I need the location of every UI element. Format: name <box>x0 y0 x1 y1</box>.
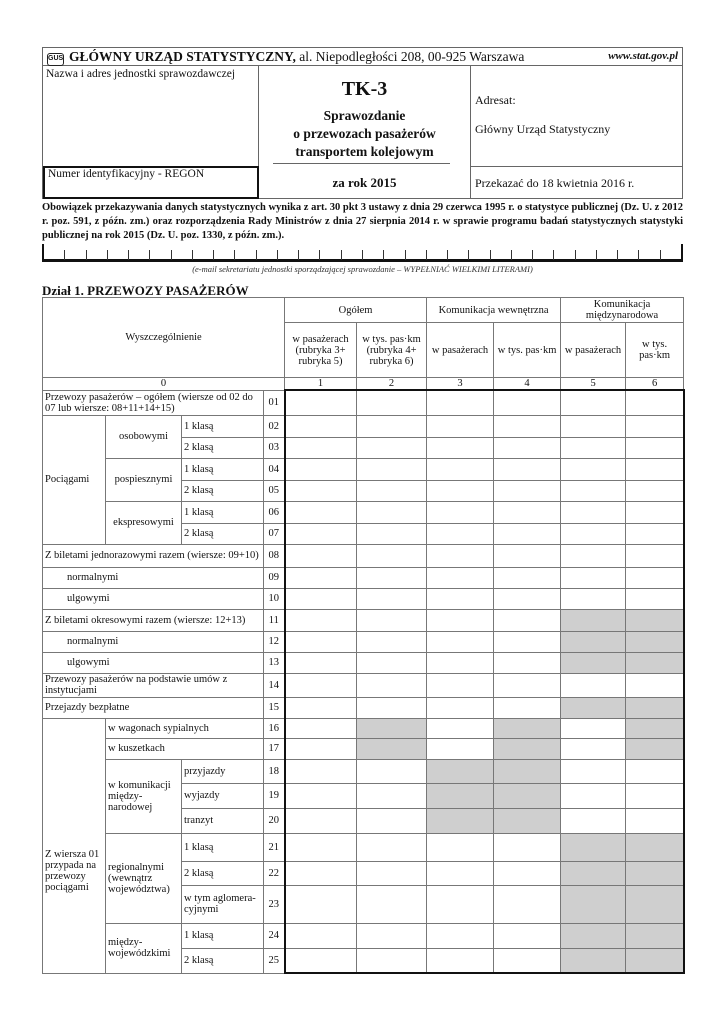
data-cell-r10-c3[interactable] <box>427 588 494 609</box>
row-label: przyjazdy <box>182 759 264 783</box>
data-cell-r16-c6 <box>626 718 684 738</box>
data-cell-r01-c2[interactable] <box>357 390 427 415</box>
data-cell-r18-c1[interactable] <box>285 759 357 783</box>
header-col-2: w tys. pas·km (rubryka 4+ rubryka 6) <box>357 323 427 378</box>
email-char-box[interactable] <box>491 250 512 260</box>
data-cell-r05-c1[interactable] <box>285 480 357 501</box>
data-cell-r03-c2[interactable] <box>357 437 427 458</box>
email-char-box[interactable] <box>108 250 129 260</box>
table-row <box>43 652 684 673</box>
row-label: tranzyt <box>182 808 264 833</box>
divider <box>273 163 450 164</box>
data-cell-r03-c1[interactable] <box>285 437 357 458</box>
header-col-1: w pasażerach (rubryka 3+ rubryka 5) <box>285 323 357 378</box>
data-cell-r19-c5[interactable] <box>561 783 626 808</box>
unit-name-label: Nazwa i adres jednostki sprawozdawczej <box>46 68 236 80</box>
data-cell-r09-c4[interactable] <box>494 567 561 588</box>
form-title-line: Sprawozdanie <box>323 108 406 123</box>
data-cell-r18-c4 <box>494 759 561 783</box>
data-cell-r20-c2[interactable] <box>357 808 427 833</box>
row-number: 06 <box>264 501 285 523</box>
data-cell-r17-c6 <box>626 738 684 759</box>
data-cell-r25-c1[interactable] <box>285 948 357 973</box>
data-cell-r04-c5[interactable] <box>561 458 626 480</box>
row-number: 05 <box>264 480 285 501</box>
data-cell-r09-c2[interactable] <box>357 567 427 588</box>
row-label: Przejazdy bezpłatne <box>43 697 264 718</box>
website-link[interactable]: www.stat.gov.pl <box>608 50 678 62</box>
table-row <box>43 415 684 437</box>
data-cell-r15-c5 <box>561 697 626 718</box>
row-number: 20 <box>264 808 285 833</box>
data-cell-r25-c5 <box>561 948 626 973</box>
email-char-box[interactable] <box>342 250 363 260</box>
row-label: ulgowymi <box>43 652 264 673</box>
data-cell-r01-c5[interactable] <box>561 390 626 415</box>
col-number: 2 <box>357 378 427 391</box>
header-group-domestic: Komunikacja wewnętrzna <box>427 298 561 323</box>
row-number: 10 <box>264 588 285 609</box>
table-row <box>43 631 684 652</box>
row-number: 17 <box>264 738 285 759</box>
data-cell-r12-c3[interactable] <box>427 631 494 652</box>
data-cell-r24-c3[interactable] <box>427 923 494 948</box>
data-cell-r13-c6 <box>626 652 684 673</box>
passenger-transport-table <box>42 297 685 974</box>
data-cell-r07-c3[interactable] <box>427 523 494 544</box>
data-cell-r24-c6 <box>626 923 684 948</box>
data-cell-r18-c2[interactable] <box>357 759 427 783</box>
data-cell-r12-c6 <box>626 631 684 652</box>
data-cell-r10-c4[interactable] <box>494 588 561 609</box>
row-number: 04 <box>264 458 285 480</box>
data-cell-r08-c2[interactable] <box>357 544 427 567</box>
data-cell-r04-c3[interactable] <box>427 458 494 480</box>
data-cell-r22-c6 <box>626 861 684 885</box>
row-label: 1 klasą <box>182 833 264 861</box>
row-label: Z biletami jednorazowymi razem (wiersze: 09+10) <box>43 544 264 567</box>
data-cell-r25-c4[interactable] <box>494 948 561 973</box>
row-label: normalnymi <box>43 631 264 652</box>
row-label: wyjazdy <box>182 783 264 808</box>
data-cell-r08-c4[interactable] <box>494 544 561 567</box>
data-cell-r07-c6[interactable] <box>626 523 684 544</box>
email-char-box[interactable] <box>87 250 108 260</box>
row-number: 19 <box>264 783 285 808</box>
row-number: 07 <box>264 523 285 544</box>
divider <box>471 166 683 167</box>
data-cell-r09-c5[interactable] <box>561 567 626 588</box>
data-cell-r23-c5 <box>561 885 626 923</box>
data-cell-r21-c2[interactable] <box>357 833 427 861</box>
row-label: Z biletami okresowymi razem (wiersze: 12+13) <box>43 609 264 631</box>
email-char-box[interactable] <box>363 250 384 260</box>
data-cell-r01-c4[interactable] <box>494 390 561 415</box>
data-cell-r23-c1[interactable] <box>285 885 357 923</box>
data-cell-r15-c3[interactable] <box>427 697 494 718</box>
data-cell-r06-c5[interactable] <box>561 501 626 523</box>
data-cell-r06-c4[interactable] <box>494 501 561 523</box>
email-char-box[interactable] <box>235 250 256 260</box>
data-cell-r07-c2[interactable] <box>357 523 427 544</box>
data-cell-r11-c5 <box>561 609 626 631</box>
form-title-block <box>259 66 471 199</box>
row-label: 1 klasą <box>182 415 264 437</box>
form-title-line: transportem kolejowym <box>295 144 434 159</box>
data-cell-r01-c6[interactable] <box>626 390 684 415</box>
email-char-box[interactable] <box>150 250 171 260</box>
form-code: TK-3 <box>341 78 388 100</box>
data-cell-r23-c3[interactable] <box>427 885 494 923</box>
row-label: 2 klasą <box>182 861 264 885</box>
data-cell-r23-c2[interactable] <box>357 885 427 923</box>
header-description: Wyszczególnienie <box>43 298 285 378</box>
data-cell-r08-c1[interactable] <box>285 544 357 567</box>
email-char-box[interactable] <box>427 250 448 260</box>
data-cell-r05-c6[interactable] <box>626 480 684 501</box>
email-char-box[interactable] <box>299 250 320 260</box>
data-cell-r20-c5[interactable] <box>561 808 626 833</box>
data-cell-r18-c5[interactable] <box>561 759 626 783</box>
table-row <box>43 501 684 523</box>
report-year: za rok 2015 <box>332 175 397 190</box>
data-cell-r11-c1[interactable] <box>285 609 357 631</box>
row-number: 09 <box>264 567 285 588</box>
data-cell-r09-c1[interactable] <box>285 567 357 588</box>
data-cell-r09-c3[interactable] <box>427 567 494 588</box>
data-cell-r25-c6 <box>626 948 684 973</box>
row-label: 2 klasą <box>182 480 264 501</box>
data-cell-r16-c2 <box>357 718 427 738</box>
col-number: 1 <box>285 378 357 391</box>
table-row <box>43 718 684 738</box>
row-number: 01 <box>264 390 285 415</box>
data-cell-r08-c6[interactable] <box>626 544 684 567</box>
header-group-international: Komunikacja międzynarodowa <box>561 298 684 323</box>
email-char-box[interactable] <box>278 250 299 260</box>
data-cell-r10-c1[interactable] <box>285 588 357 609</box>
data-cell-r19-c3 <box>427 783 494 808</box>
data-cell-r13-c3[interactable] <box>427 652 494 673</box>
data-cell-r10-c6[interactable] <box>626 588 684 609</box>
data-cell-r13-c1[interactable] <box>285 652 357 673</box>
data-cell-r10-c5[interactable] <box>561 588 626 609</box>
data-cell-r19-c1[interactable] <box>285 783 357 808</box>
data-cell-r24-c5 <box>561 923 626 948</box>
row-group-label: Pociągami <box>43 415 106 544</box>
email-char-box[interactable] <box>618 250 639 260</box>
data-cell-r24-c2[interactable] <box>357 923 427 948</box>
email-char-box[interactable] <box>661 250 681 260</box>
data-cell-r15-c1[interactable] <box>285 697 357 718</box>
data-cell-r22-c1[interactable] <box>285 861 357 885</box>
data-cell-r06-c3[interactable] <box>427 501 494 523</box>
data-cell-r14-c5[interactable] <box>561 673 626 697</box>
email-char-box[interactable] <box>172 250 193 260</box>
email-note: (e-mail sekretariatu jednostki sporządzającej sprawozdanie – WYPEŁNIAĆ WIELKIMI LITERAMI) <box>192 264 533 274</box>
deadline: Przekazać do 18 kwietnia 2016 r. <box>475 176 635 190</box>
row-number: 18 <box>264 759 285 783</box>
row-subgroup-label: w komunikacji między-narodowej <box>106 759 182 833</box>
email-char-box[interactable] <box>193 250 214 260</box>
data-cell-r11-c4[interactable] <box>494 609 561 631</box>
data-cell-r20-c1[interactable] <box>285 808 357 833</box>
data-cell-r04-c1[interactable] <box>285 458 357 480</box>
row-group-label: Z wiersza 01 przypada na przewozy pociągami <box>43 718 106 973</box>
data-cell-r22-c2[interactable] <box>357 861 427 885</box>
data-cell-r03-c4[interactable] <box>494 437 561 458</box>
row-label: 1 klasą <box>182 501 264 523</box>
row-number: 23 <box>264 885 285 923</box>
data-cell-r02-c4[interactable] <box>494 415 561 437</box>
data-cell-r02-c2[interactable] <box>357 415 427 437</box>
data-cell-r17-c3[interactable] <box>427 738 494 759</box>
email-char-box[interactable] <box>533 250 554 260</box>
regon-label: Numer identyfikacyjny - REGON <box>48 168 205 180</box>
data-cell-r09-c6[interactable] <box>626 567 684 588</box>
email-char-box[interactable] <box>44 250 65 260</box>
row-subgroup-label: pospiesznymi <box>106 458 182 501</box>
data-cell-r14-c3[interactable] <box>427 673 494 697</box>
row-subgroup-label: między-wojewódzkimi <box>106 923 182 973</box>
data-cell-r11-c2[interactable] <box>357 609 427 631</box>
legal-notice: Obowiązek przekazywania danych statystycznych wynika z art. 30 pkt 3 ustawy z dnia 29 czerwca 1995 r. o statystyce publicznej (Dz. U. z 2012 r. poz. 591, z późn. zm.) oraz rozporządzenia Rady Ministrów z dnia 27 sierpnia 2014 r. w sprawie programu badań statystycznych statystyki publicznej na rok 2015 (Dz. U. poz. 1330, z późn. zm.). <box>42 202 683 241</box>
email-char-box[interactable] <box>554 250 575 260</box>
org-address: al. Niepodległości 208, 00-925 Warszawa <box>295 49 525 64</box>
email-char-box[interactable] <box>129 250 150 260</box>
header-col-6: w tys. pas·km <box>626 323 684 378</box>
data-cell-r18-c6[interactable] <box>626 759 684 783</box>
org-name: GŁÓWNY URZĄD STATYSTYCZNY, <box>69 49 296 64</box>
data-cell-r14-c2[interactable] <box>357 673 427 697</box>
data-cell-r21-c6 <box>626 833 684 861</box>
data-cell-r12-c5 <box>561 631 626 652</box>
data-cell-r16-c1[interactable] <box>285 718 357 738</box>
row-label: Przewozy pasażerów – ogółem (wiersze od 02 do 07 lub wiersze: 08+11+14+15) <box>43 390 264 415</box>
data-cell-r17-c2 <box>357 738 427 759</box>
row-label: 2 klasą <box>182 437 264 458</box>
row-number: 24 <box>264 923 285 948</box>
data-cell-r16-c5[interactable] <box>561 718 626 738</box>
email-char-box[interactable] <box>597 250 618 260</box>
email-char-box[interactable] <box>384 250 405 260</box>
row-label: ulgowymi <box>43 588 264 609</box>
table-row <box>43 544 684 567</box>
table-row <box>43 673 684 697</box>
email-char-box[interactable] <box>214 250 235 260</box>
data-cell-r15-c4[interactable] <box>494 697 561 718</box>
row-number: 16 <box>264 718 285 738</box>
data-cell-r02-c5[interactable] <box>561 415 626 437</box>
row-number: 03 <box>264 437 285 458</box>
row-subgroup-label: ekspresowymi <box>106 501 182 544</box>
data-cell-r04-c6[interactable] <box>626 458 684 480</box>
data-cell-r20-c3 <box>427 808 494 833</box>
email-char-box[interactable] <box>639 250 660 260</box>
data-cell-r20-c6[interactable] <box>626 808 684 833</box>
row-label: 2 klasą <box>182 948 264 973</box>
addressee-block <box>471 66 683 199</box>
data-cell-r25-c2[interactable] <box>357 948 427 973</box>
data-cell-r08-c3[interactable] <box>427 544 494 567</box>
data-cell-r12-c4[interactable] <box>494 631 561 652</box>
data-cell-r23-c6 <box>626 885 684 923</box>
data-cell-r03-c6[interactable] <box>626 437 684 458</box>
data-cell-r05-c2[interactable] <box>357 480 427 501</box>
row-subgroup-label: osobowymi <box>106 415 182 458</box>
col-number: 0 <box>43 378 285 391</box>
row-number: 11 <box>264 609 285 631</box>
email-char-box[interactable] <box>469 250 490 260</box>
table-row <box>43 833 684 861</box>
section-title: Dział 1. PRZEWOZY PASAŻERÓW <box>42 283 249 298</box>
row-label: w tym aglomera-cyjnymi <box>182 885 264 923</box>
col-number: 6 <box>626 378 684 391</box>
email-input-boxes[interactable] <box>42 244 683 262</box>
data-cell-r05-c3[interactable] <box>427 480 494 501</box>
form-title-line: o przewozach pasażerów <box>293 126 436 141</box>
data-cell-r01-c3[interactable] <box>427 390 494 415</box>
data-cell-r23-c4[interactable] <box>494 885 561 923</box>
table-row <box>43 697 684 718</box>
table-row <box>43 588 684 609</box>
regon-field[interactable] <box>43 166 259 199</box>
data-cell-r02-c6[interactable] <box>626 415 684 437</box>
row-label: 2 klasą <box>182 523 264 544</box>
data-cell-r03-c5[interactable] <box>561 437 626 458</box>
data-cell-r25-c3[interactable] <box>427 948 494 973</box>
table-row <box>43 390 684 415</box>
data-cell-r13-c2[interactable] <box>357 652 427 673</box>
data-cell-r19-c4 <box>494 783 561 808</box>
addressee-name: Główny Urząd Statystyczny <box>475 122 611 136</box>
row-number: 22 <box>264 861 285 885</box>
header-col-4: w tys. pas·km <box>494 323 561 378</box>
data-cell-r14-c1[interactable] <box>285 673 357 697</box>
data-cell-r04-c2[interactable] <box>357 458 427 480</box>
data-cell-r17-c1[interactable] <box>285 738 357 759</box>
email-char-box[interactable] <box>65 250 86 260</box>
data-cell-r06-c1[interactable] <box>285 501 357 523</box>
data-cell-r19-c2[interactable] <box>357 783 427 808</box>
data-cell-r08-c5[interactable] <box>561 544 626 567</box>
data-cell-r22-c3[interactable] <box>427 861 494 885</box>
row-label: w wagonach sypialnych <box>106 718 264 738</box>
data-cell-r21-c4[interactable] <box>494 833 561 861</box>
email-char-box[interactable] <box>406 250 427 260</box>
row-number: 12 <box>264 631 285 652</box>
table-row <box>43 609 684 631</box>
data-cell-r07-c5[interactable] <box>561 523 626 544</box>
data-cell-r13-c4[interactable] <box>494 652 561 673</box>
data-cell-r03-c3[interactable] <box>427 437 494 458</box>
row-number: 15 <box>264 697 285 718</box>
data-cell-r02-c3[interactable] <box>427 415 494 437</box>
email-char-box[interactable] <box>257 250 278 260</box>
header-col-3: w pasażerach <box>427 323 494 378</box>
data-cell-r10-c2[interactable] <box>357 588 427 609</box>
data-cell-r22-c5 <box>561 861 626 885</box>
data-cell-r19-c6[interactable] <box>626 783 684 808</box>
data-cell-r17-c4 <box>494 738 561 759</box>
header-col-5: w pasażerach <box>561 323 626 378</box>
data-cell-r17-c5[interactable] <box>561 738 626 759</box>
email-char-box[interactable] <box>448 250 469 260</box>
row-number: 21 <box>264 833 285 861</box>
data-cell-r15-c6 <box>626 697 684 718</box>
row-number: 13 <box>264 652 285 673</box>
data-cell-r16-c4 <box>494 718 561 738</box>
data-cell-r24-c4[interactable] <box>494 923 561 948</box>
data-cell-r12-c2[interactable] <box>357 631 427 652</box>
table-row <box>43 567 684 588</box>
data-cell-r24-c1[interactable] <box>285 923 357 948</box>
data-cell-r11-c6 <box>626 609 684 631</box>
data-cell-r06-c2[interactable] <box>357 501 427 523</box>
data-cell-r04-c4[interactable] <box>494 458 561 480</box>
data-cell-r01-c1[interactable] <box>285 390 357 415</box>
data-cell-r20-c4 <box>494 808 561 833</box>
data-cell-r13-c5 <box>561 652 626 673</box>
gus-logo-icon: GUS <box>47 53 64 66</box>
row-number: 14 <box>264 673 285 697</box>
row-number: 25 <box>264 948 285 973</box>
row-subgroup-label: regionalnymi (wewnątrz województwa) <box>106 833 182 923</box>
data-cell-r14-c4[interactable] <box>494 673 561 697</box>
data-cell-r02-c1[interactable] <box>285 415 357 437</box>
row-number: 02 <box>264 415 285 437</box>
table-row <box>43 923 684 948</box>
data-cell-r12-c1[interactable] <box>285 631 357 652</box>
data-cell-r16-c3[interactable] <box>427 718 494 738</box>
data-cell-r06-c6[interactable] <box>626 501 684 523</box>
email-char-box[interactable] <box>320 250 341 260</box>
row-label: w kuszetkach <box>106 738 264 759</box>
data-cell-r05-c5[interactable] <box>561 480 626 501</box>
data-cell-r14-c6[interactable] <box>626 673 684 697</box>
col-number: 3 <box>427 378 494 391</box>
data-cell-r21-c1[interactable] <box>285 833 357 861</box>
row-label: 1 klasą <box>182 458 264 480</box>
unit-name-field[interactable] <box>43 66 259 166</box>
row-number: 08 <box>264 544 285 567</box>
email-char-box[interactable] <box>576 250 597 260</box>
table-row <box>43 759 684 783</box>
data-cell-r21-c5 <box>561 833 626 861</box>
data-cell-r07-c4[interactable] <box>494 523 561 544</box>
table-row <box>43 738 684 759</box>
data-cell-r15-c2[interactable] <box>357 697 427 718</box>
row-label: 1 klasą <box>182 923 264 948</box>
col-number: 4 <box>494 378 561 391</box>
addressee-label: Adresat: <box>475 93 516 107</box>
col-number: 5 <box>561 378 626 391</box>
data-cell-r21-c3[interactable] <box>427 833 494 861</box>
data-cell-r05-c4[interactable] <box>494 480 561 501</box>
data-cell-r18-c3 <box>427 759 494 783</box>
header-title-bar <box>43 48 682 66</box>
row-label: Przewozy pasażerów na podstawie umów z instytucjami <box>43 673 264 697</box>
table-row <box>43 458 684 480</box>
row-label: normalnymi <box>43 567 264 588</box>
form-header <box>42 47 683 199</box>
data-cell-r07-c1[interactable] <box>285 523 357 544</box>
email-char-box[interactable] <box>512 250 533 260</box>
data-cell-r22-c4[interactable] <box>494 861 561 885</box>
data-cell-r11-c3[interactable] <box>427 609 494 631</box>
header-group-total: Ogółem <box>285 298 427 323</box>
